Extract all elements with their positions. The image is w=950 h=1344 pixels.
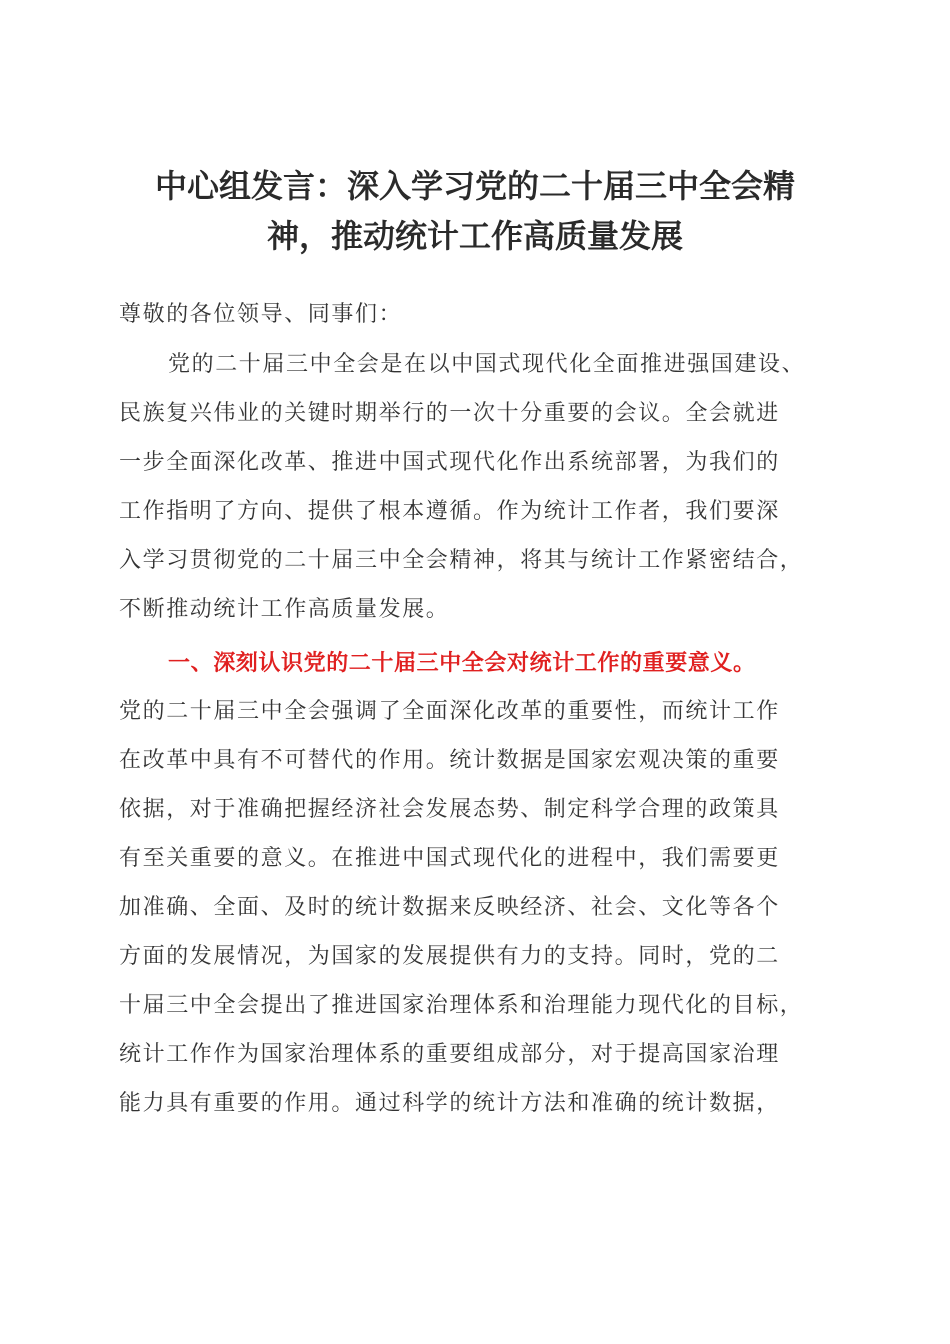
section-1-line-4: 有至关重要的意义。在推进中国式现代化的进程中，我们需要更 (119, 846, 780, 871)
intro-line-3: 一步全面深化改革、推进中国式现代化作出系统部署，为我们的 (119, 450, 780, 475)
intro-line-2: 民族复兴伟业的关键时期举行的一次十分重要的会议。全会就进 (119, 401, 780, 426)
intro-line-5: 入学习贯彻党的二十届三中全会精神，将其与统计工作紧密结合， (119, 548, 804, 573)
section-1-line-3: 依据，对于准确把握经济社会发展态势、制定科学合理的政策具 (119, 797, 780, 822)
salutation: 尊敬的各位领导、同事们： (119, 302, 403, 327)
section-1-line-9: 能力具有重要的作用。通过科学的统计方法和准确的统计数据， (119, 1091, 780, 1116)
section-1-line-2: 在改革中具有不可替代的作用。统计数据是国家宏观决策的重要 (119, 748, 780, 773)
section-1-line-5: 加准确、全面、及时的统计数据来反映经济、社会、文化等各个 (119, 895, 780, 920)
intro-line-4: 工作指明了方向、提供了根本遵循。作为统计工作者，我们要深 (119, 499, 780, 524)
section-1-line-8: 统计工作作为国家治理体系的重要组成部分，对于提高国家治理 (119, 1042, 780, 1067)
intro-line-6: 不断推动统计工作高质量发展。 (119, 597, 450, 622)
section-1-line-1: 党的二十届三中全会强调了全面深化改革的重要性，而统计工作 (119, 699, 780, 724)
section-1-line-7: 十届三中全会提出了推进国家治理体系和治理能力现代化的目标， (119, 993, 804, 1018)
section-1-heading: 一、深刻认识党的二十届三中全会对统计工作的重要意义。 (168, 650, 756, 676)
intro-line-1: 党的二十届三中全会是在以中国式现代化全面推进强国建设、 (168, 352, 806, 377)
document-title-line-1: 中心组发言：深入学习党的二十届三中全会精 (154, 167, 795, 205)
document-title-line-2: 神，推动统计工作高质量发展 (266, 217, 683, 255)
section-1-line-6: 方面的发展情况，为国家的发展提供有力的支持。同时，党的二 (119, 944, 780, 969)
